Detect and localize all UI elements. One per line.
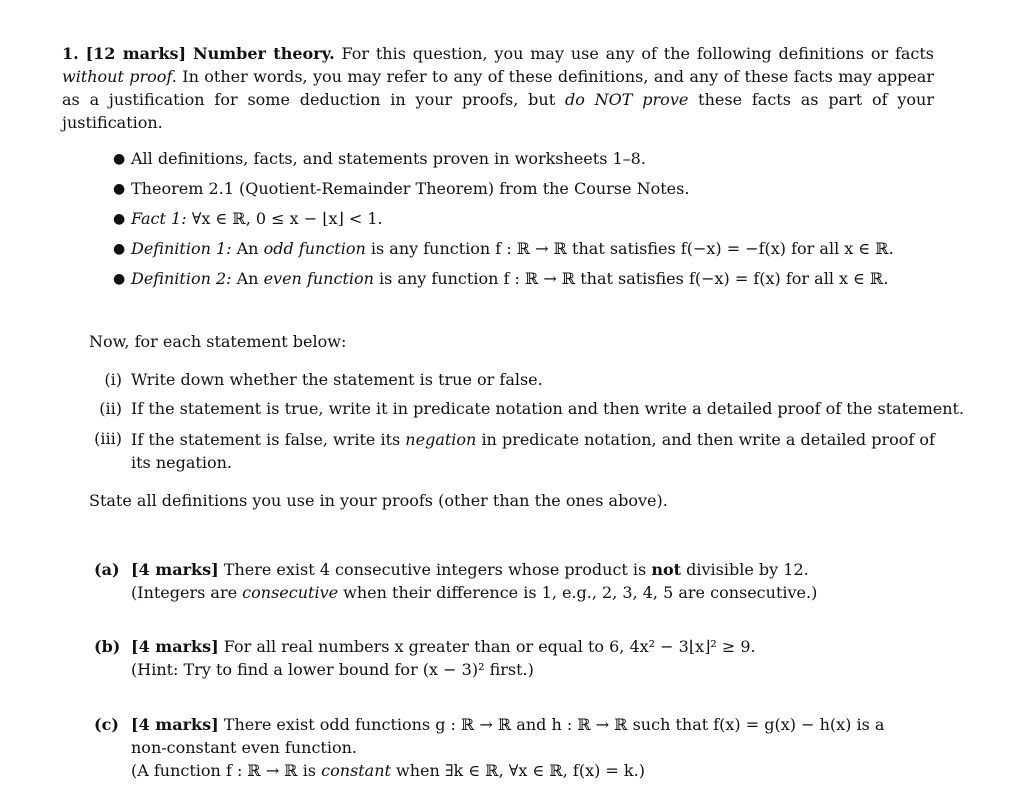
instructions-lead: Now, for each statement below: (89, 332, 347, 351)
part-text-b: non-constant even function. (131, 738, 357, 757)
question-title: Number theory. (192, 44, 335, 63)
part-body (131, 558, 934, 604)
part-text-b: divisible by 12. (686, 560, 809, 579)
instruction-term: negation (405, 430, 477, 449)
part-bold: not (651, 560, 682, 579)
part-b (0, 635, 1024, 681)
instruction-item (0, 428, 1024, 474)
fact-term: even function (263, 269, 374, 288)
part-body (131, 635, 934, 681)
part-a (0, 558, 1024, 604)
instruction-item (0, 369, 1024, 391)
fact-text: is any function f : ℝ → ℝ that satisfies f(−x) = f(x) for all x ∈ ℝ. (379, 269, 889, 288)
fact-term: odd function (263, 239, 366, 258)
part-note: (Hint: Try to find a lower bound for (x − 3)² first.) (131, 660, 534, 679)
question-number: 1. (62, 44, 79, 63)
part-text: For all real numbers x greater than or equal to 6, 4x² − 3⌊x⌋² ≥ 9. (223, 637, 756, 656)
bullet-icon: ● (113, 181, 126, 197)
bullet-icon: ● (113, 271, 126, 287)
fact-content (131, 268, 888, 290)
part-text-a: There exist 4 consecutive integers whose product is (223, 560, 647, 579)
fact-text: ∀x ∈ ℝ, 0 ≤ x − ⌊x⌋ < 1. (191, 209, 383, 228)
instruction-text: If the statement is true, write it in predicate notation and then write a detailed proof of the statement. (131, 399, 965, 418)
part-note-b: when ∃k ∈ ℝ, ∀x ∈ ℝ, f(x) = k.) (396, 761, 645, 780)
instruction-number: (ii) (99, 399, 122, 418)
instruction-number: (iii) (94, 429, 122, 448)
fact-text: is any function f : ℝ → ℝ that satisfies f(−x) = −f(x) for all x ∈ ℝ. (370, 239, 894, 258)
part-note-a: (Integers are (131, 583, 238, 602)
fact-item (0, 238, 1024, 260)
question-marks: [12 marks] (85, 44, 187, 63)
fact-text: All definitions, facts, and statements proven in worksheets 1–8. (131, 149, 646, 168)
fact-pre: An (236, 269, 259, 288)
fact-label: Definition 1: (131, 239, 232, 258)
instruction-number: (i) (104, 370, 122, 389)
fact-item (0, 268, 1024, 290)
part-c (0, 713, 1024, 782)
part-text-a: There exist odd functions g : ℝ → ℝ and h : ℝ → ℝ such that f(x) = g(x) − h(x) is a (223, 715, 885, 734)
instruction-item (0, 398, 1024, 420)
part-note-a: (A function f : ℝ → ℝ is (131, 761, 317, 780)
instruction-text: Write down whether the statement is true or false. (131, 370, 543, 389)
fact-item (0, 208, 1024, 230)
intro-rest: In other words, you may refer to any of these definitions, and any of these facts may appear as a justification for some deduction in your proofs, but (62, 67, 934, 109)
instruction-text (131, 428, 934, 474)
instruction-text-c: its negation. (131, 453, 232, 472)
fact-label: Definition 2: (131, 269, 232, 288)
part-marks: [4 marks] (131, 715, 219, 734)
intro-italic: without proof. (62, 67, 177, 86)
question-intro (62, 42, 934, 134)
bullet-icon: ● (113, 241, 126, 257)
part-note-term: constant (321, 761, 391, 780)
instruction-text-b: in predicate notation, and then write a detailed proof of (481, 430, 935, 449)
fact-text: Theorem 2.1 (Quotient-Remainder Theorem) from the Course Notes. (131, 179, 690, 198)
instruction-text-a: If the statement is false, write its (131, 430, 401, 449)
bullet-icon: ● (113, 211, 126, 227)
part-label: (b) (94, 637, 121, 656)
part-body (131, 713, 934, 782)
fact-pre: An (236, 239, 259, 258)
fact-item (0, 148, 1024, 170)
fact-item (0, 178, 1024, 200)
intro-lead: For this question, you may use any of the following definitions or facts (341, 44, 935, 63)
part-marks: [4 marks] (131, 560, 219, 579)
part-label: (a) (94, 560, 120, 579)
fact-content (131, 208, 383, 230)
intro-italic-2: do NOT prove (564, 90, 689, 109)
intro-tail: these facts as part of your justification. (62, 90, 934, 132)
part-note-b: when their difference is 1, e.g., 2, 3, 4, 5 are consecutive.) (343, 583, 818, 602)
part-marks: [4 marks] (131, 637, 219, 656)
fact-content (131, 238, 894, 260)
instructions-footer: State all definitions you use in your proofs (other than the ones above). (89, 491, 668, 510)
part-label: (c) (94, 715, 119, 734)
bullet-icon: ● (113, 151, 126, 167)
part-note-term: consecutive (242, 583, 339, 602)
fact-label: Fact 1: (131, 209, 187, 228)
